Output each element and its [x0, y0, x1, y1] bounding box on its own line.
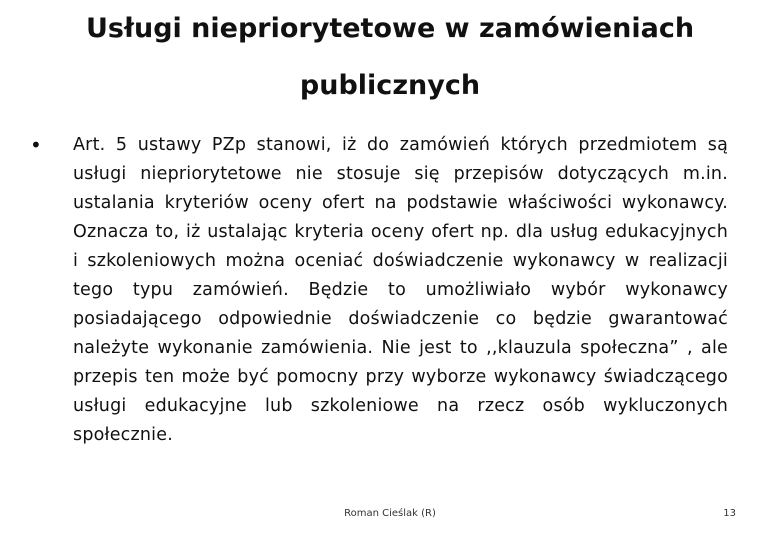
- page-number: 13: [723, 508, 736, 519]
- bullet-icon: •: [30, 133, 42, 157]
- bullet-text: Art. 5 ustawy PZp stanowi, iż do zamówień których przedmiotem są usługi niepriorytetowe nie stosuje się przepisów dotyczących m.in. ustalania kryteriów oceny ofert na podstawie właściwości wykonawcy. Oznacza to, iż ustalając kryteria oceny ofert np. dla usług edukacyjnych i szkoleniowych można oceniać doświadczenie wykonawcy w realizacji tego typu zamówień. Będzie to umożliwiało wybór wykonawcy posiadającego odpowiednie doświadczenie co będzie gwarantować należyte wykonanie zamówienia. Nie jest to ,,klauzula społeczna” , ale przepis ten może być pomocny przy wyborze wykonawcy świadczącego usługi edukacyjne lub szkoleniowe na rzecz osób wykluczonych społecznie.: [73, 135, 728, 445]
- slide-title: Usługi niepriorytetowe w zamówieniach publicznych: [85, 13, 695, 101]
- footer-author: Roman Cieślak (R): [344, 508, 436, 519]
